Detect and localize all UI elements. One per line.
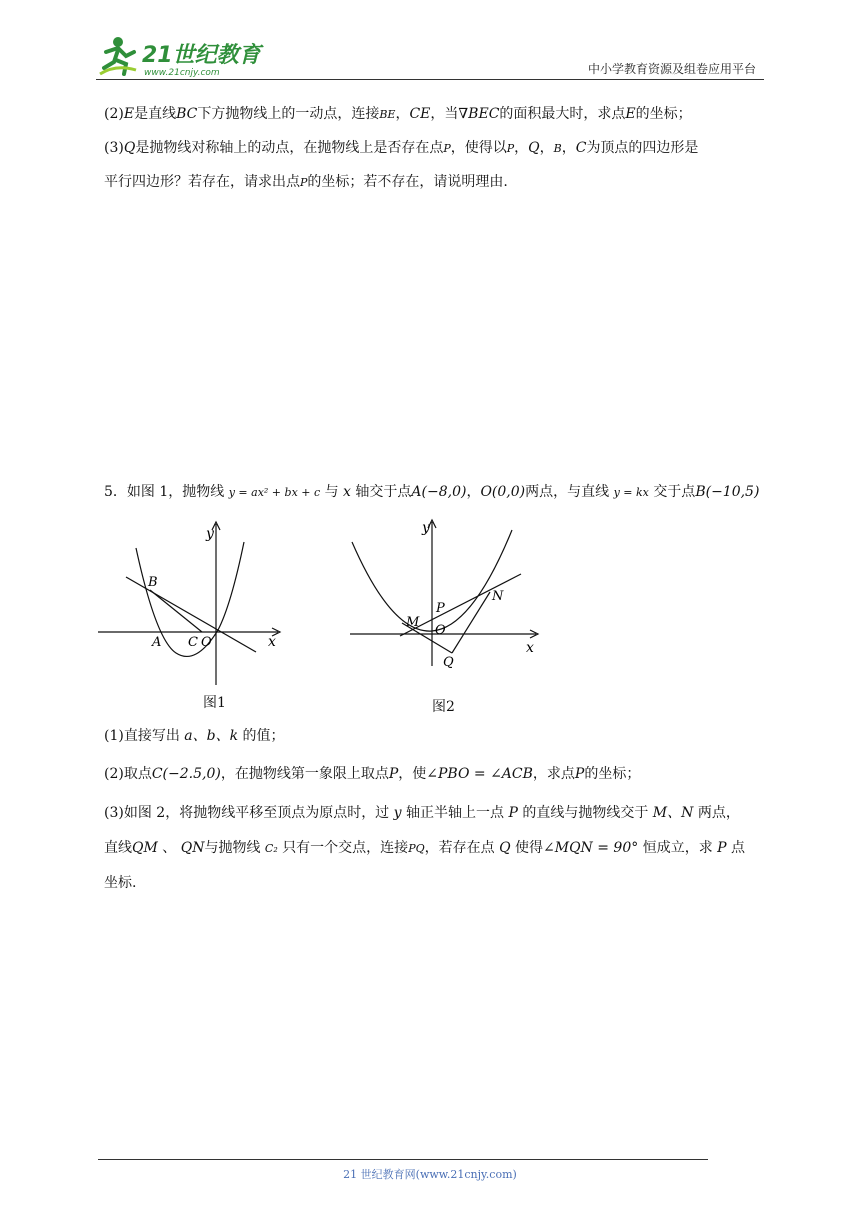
figure-1 bbox=[96, 520, 286, 690]
fig1-label-y: y bbox=[206, 526, 214, 542]
fig2-label-y: y bbox=[422, 520, 430, 536]
footer-divider bbox=[98, 1159, 708, 1160]
fig1-label-x: x bbox=[268, 634, 276, 650]
svg-text:www.21cnjy.com: www.21cnjy.com bbox=[144, 68, 220, 78]
fig2-label-O: O bbox=[435, 623, 446, 638]
q5-part3-line2: 直线QM 、 QN与抛物线 C₂ 只有一个交点，连接PQ，若存在点 Q 使得∠MQN = 90° 恒成立，求 P 点 bbox=[104, 840, 746, 856]
fig2-label-N: N bbox=[492, 589, 504, 604]
figure-2-caption: 图2 bbox=[432, 699, 455, 715]
platform-title: 中小学教育资源及组卷应用平台 bbox=[587, 62, 756, 76]
q5-stem: 5．如图 1，抛物线 y = ax² + bx + c 与 x 轴交于点A(−8,0)，O(0,0)两点，与直线 y = kx 交于点B(−10,5) bbox=[104, 484, 760, 500]
q5-part3-line1: (3)如图 2，将抛物线平移至顶点为原点时，过 y 轴正半轴上一点 P 的直线与抛物线交于 M、N 两点， bbox=[104, 805, 740, 821]
q5-part3-line3: 坐标. bbox=[104, 875, 137, 891]
q4-part3-line2: 平行四边形？若存在，请求出点P的坐标；若不存在，请说明理由. bbox=[104, 174, 508, 190]
q5-part2: (2)取点C(−2.5,0)，在抛物线第一象限上取点P，使∠PBO = ∠ACB，求点P的坐标； bbox=[104, 766, 641, 782]
fig1-label-C: C bbox=[188, 635, 198, 650]
q4-part3-line1: (3)Q是抛物线对称轴上的动点，在抛物线上是否存在点P，使得以P，Q，B，C为顶点的四边形是 bbox=[104, 140, 699, 156]
fig2-label-P: P bbox=[436, 601, 445, 616]
fig2-label-x: x bbox=[526, 640, 534, 656]
figure-2 bbox=[346, 516, 546, 676]
svg-text:21世纪教育: 21世纪教育 bbox=[142, 43, 261, 68]
fig2-label-Q: Q bbox=[443, 655, 454, 670]
fig1-label-B: B bbox=[148, 575, 158, 590]
fig1-label-O: O bbox=[201, 635, 212, 650]
fig2-label-M: M bbox=[406, 615, 420, 630]
runner-icon bbox=[100, 37, 136, 74]
fig2-line-QN bbox=[452, 592, 490, 653]
fig1-label-A: A bbox=[152, 635, 162, 650]
figure-1-caption: 图1 bbox=[203, 695, 226, 711]
q4-part2: (2)E是直线BC下方抛物线上的一动点，连接BE，CE，当∇BEC的面积最大时，求点E的坐标； bbox=[104, 106, 692, 122]
footer-link[interactable]: 21 世纪教育网(www.21cnjy.com) bbox=[343, 1168, 517, 1181]
q5-part1: (1)直接写出 a、b、k 的值； bbox=[104, 728, 285, 744]
header-divider bbox=[96, 79, 764, 80]
site-logo bbox=[96, 34, 266, 80]
